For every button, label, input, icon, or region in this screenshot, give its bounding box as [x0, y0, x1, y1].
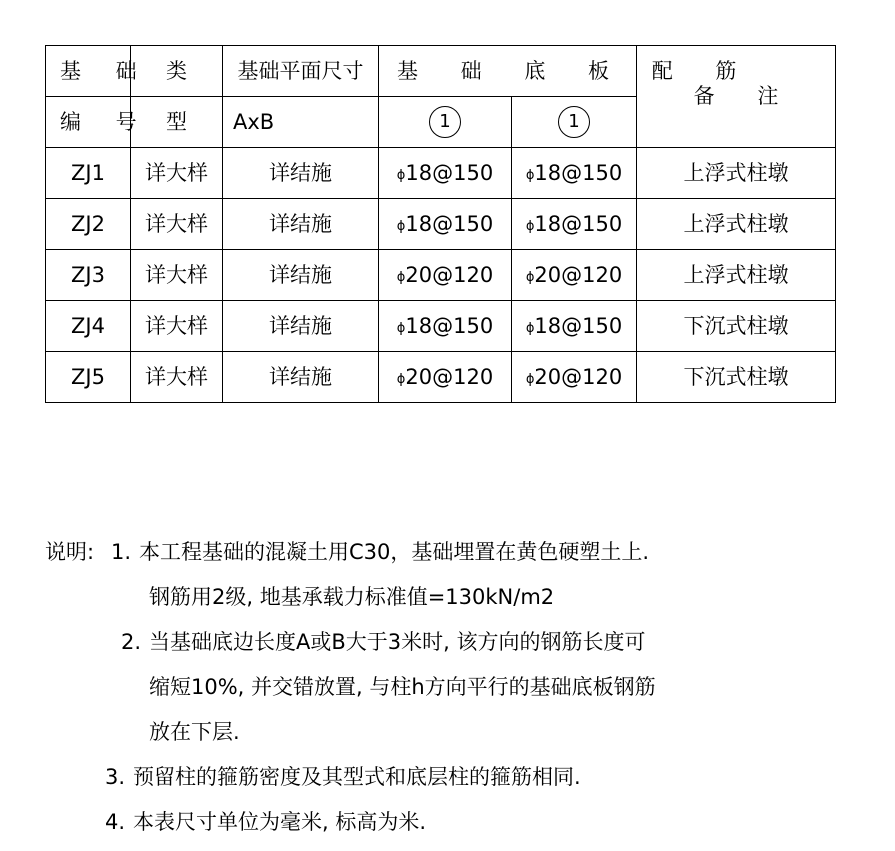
note-number: 3. [105, 765, 126, 789]
rebar-symbol-icon: ϕ [396, 320, 406, 336]
type-cell: 详大样 [131, 301, 223, 352]
note-line [45, 665, 845, 710]
remark-cell: 上浮式柱墩 [637, 148, 836, 199]
plan-size-cell: 详结施 [223, 250, 379, 301]
rebar-value: 20@120 [405, 262, 494, 287]
rebar-value: 20@120 [405, 364, 494, 389]
table-header-row-1 [46, 46, 836, 97]
rebar-2-cell [512, 352, 637, 403]
foundation-id-cell: ZJ3 [46, 250, 131, 301]
table-row [46, 352, 836, 403]
rebar-2-cell [512, 148, 637, 199]
rebar-value: 20@120 [534, 364, 623, 389]
table-row [46, 199, 836, 250]
note-text: 钢筋用2级, 地基承载力标准值=130kN/m2 [149, 585, 555, 609]
rebar-1-cell [379, 199, 512, 250]
notes-section [45, 530, 845, 845]
header-type-label: 类 [131, 46, 223, 97]
type-cell: 详大样 [131, 199, 223, 250]
rebar-2-cell [512, 301, 637, 352]
circled-number-1: 1 [429, 106, 461, 138]
plan-size-cell: 详结施 [223, 301, 379, 352]
remark-cell: 下沉式柱墩 [637, 352, 836, 403]
rebar-value: 18@150 [534, 160, 623, 185]
rebar-value: 18@150 [405, 211, 494, 236]
remark-cell: 上浮式柱墩 [637, 250, 836, 301]
foundation-id-cell: ZJ5 [46, 352, 131, 403]
header-remarks: 备 注 [637, 46, 836, 148]
foundation-id-cell: ZJ1 [46, 148, 131, 199]
note-line [45, 710, 845, 755]
foundation-id-cell: ZJ2 [46, 199, 131, 250]
rebar-2-cell [512, 250, 637, 301]
header-foundation-label: 基 础 [46, 46, 131, 97]
header-number-label: 编 号 [46, 97, 131, 148]
rebar-symbol-icon: ϕ [396, 167, 406, 183]
rebar-value: 18@150 [534, 313, 623, 338]
rebar-symbol-icon: ϕ [525, 269, 535, 285]
rebar-value: 18@150 [534, 211, 623, 236]
rebar-symbol-icon: ϕ [525, 320, 535, 336]
rebar-symbol-icon: ϕ [525, 167, 535, 183]
note-line [45, 755, 845, 800]
note-number: 4. [105, 810, 126, 834]
plan-size-cell: 详结施 [223, 148, 379, 199]
note-text: 缩短10%, 并交错放置, 与柱h方向平行的基础底板钢筋 [149, 675, 656, 699]
type-cell: 详大样 [131, 250, 223, 301]
note-text: 放在下层. [149, 720, 240, 744]
note-text: 预留柱的箍筋密度及其型式和底层柱的箍筋相同. [133, 765, 581, 789]
notes-label: 说明: [45, 540, 95, 564]
table-row [46, 301, 836, 352]
rebar-symbol-icon: ϕ [396, 218, 406, 234]
note-line [45, 575, 845, 620]
header-rebar-group: 基 础 底 板 配 筋 [379, 46, 637, 97]
note-number: 2. [121, 630, 142, 654]
rebar-symbol-icon: ϕ [525, 371, 535, 387]
table-row [46, 250, 836, 301]
circled-number-1b: 1 [558, 106, 590, 138]
rebar-value: 20@120 [534, 262, 623, 287]
type-cell: 详大样 [131, 352, 223, 403]
rebar-value: 18@150 [405, 313, 494, 338]
header-rebar-col-1 [379, 97, 512, 148]
table-body [46, 148, 836, 403]
table-row [46, 148, 836, 199]
header-plan-size-label: 基础平面尺寸 [223, 46, 379, 97]
foundation-schedule-table [45, 45, 836, 403]
note-text: 本工程基础的混凝土用C30，基础埋置在黄色硬塑土上. [139, 540, 650, 564]
foundation-id-cell: ZJ4 [46, 301, 131, 352]
header-axb-label: AxB [223, 97, 379, 148]
rebar-symbol-icon: ϕ [396, 269, 406, 285]
rebar-1-cell [379, 352, 512, 403]
note-text: 当基础底边长度A或B大于3米时, 该方向的钢筋长度可 [149, 630, 646, 654]
note-text: 本表尺寸单位为毫米, 标高为米. [133, 810, 427, 834]
header-type-label-2: 型 [131, 97, 223, 148]
note-line [45, 800, 845, 845]
plan-size-cell: 详结施 [223, 199, 379, 250]
header-rebar-col-2 [512, 97, 637, 148]
note-line [45, 530, 845, 575]
plan-size-cell: 详结施 [223, 352, 379, 403]
remark-cell: 下沉式柱墩 [637, 301, 836, 352]
type-cell: 详大样 [131, 148, 223, 199]
note-line [45, 620, 845, 665]
rebar-1-cell [379, 301, 512, 352]
remark-cell: 上浮式柱墩 [637, 199, 836, 250]
note-number: 1. [111, 540, 132, 564]
rebar-1-cell [379, 250, 512, 301]
rebar-symbol-icon: ϕ [525, 218, 535, 234]
rebar-symbol-icon: ϕ [396, 371, 406, 387]
rebar-1-cell [379, 148, 512, 199]
rebar-value: 18@150 [405, 160, 494, 185]
rebar-2-cell [512, 199, 637, 250]
